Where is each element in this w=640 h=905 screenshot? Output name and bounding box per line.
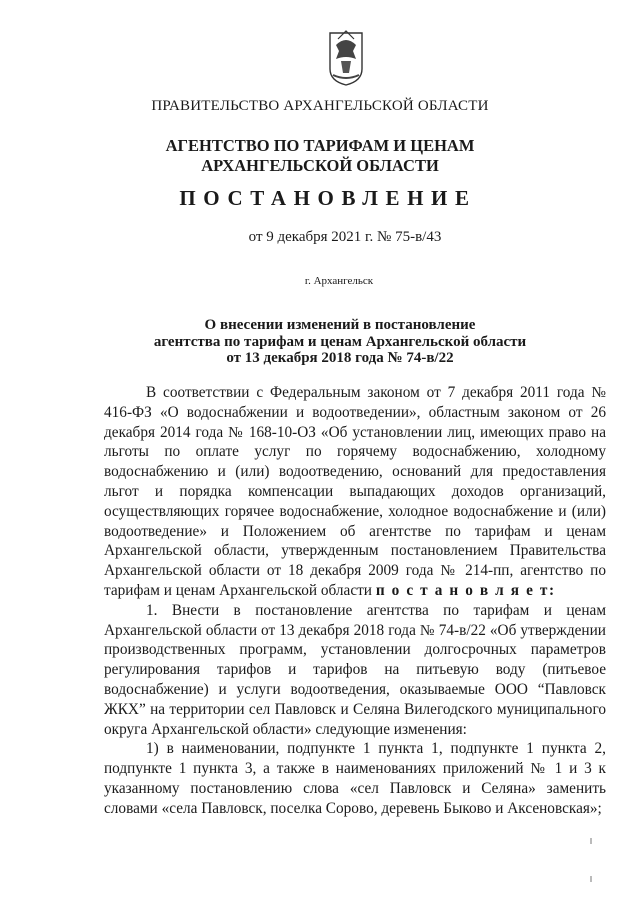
preamble-paragraph — [104, 383, 606, 601]
item-1-1-paragraph: 1) в наименовании, подпункте 1 пункта 1, подпункте 1 пункта 2, подпункте 1 пункта 3, а также в наименованиях приложений № 1 и 3 к указанному постановлению слова «сел Павловск и Селяна» заменить словами «села Павловск, поселка Сорово, деревень Быково и Аксеновская»; — [104, 740, 606, 817]
document-body — [104, 383, 606, 819]
agency-name-line1: АГЕНТСТВО ПО ТАРИФАМ И ЦЕНАМ — [165, 136, 475, 155]
decree-subject — [0, 317, 640, 367]
government-name: ПРАВИТЕЛЬСТВО АРХАНГЕЛЬСКОЙ ОБЛАСТИ — [151, 98, 489, 114]
agency-name — [0, 136, 640, 176]
subject-line3: от 13 декабря 2018 года № 74-в/22 — [226, 350, 454, 366]
preamble-text: В соответствии с Федеральным законом от 7 декабря 2011 года № 416-ФЗ «О водоснабжении и водоотведении», областным законом от 26 декабря 2014 года № 168-10-ОЗ «Об установлении лиц, имеющих право на льготы по оплате услуг по горячему водоснабжению, холодному водоснабжению и (или) водоотведению, оснований для предоставления льгот и порядка компенсации выпадающих доходов организаций, осуществляющих горячее водоснабжение, холодное водоснабжение и (или) водоотведение» и Положением об агентстве по тарифам и ценам Архангельской области, утвержденным постановлением Правительства Архангельской области от 18 декабря 2009 года № 214-пп, агентство по тарифам и ценам Архангельской области — [104, 384, 606, 599]
date-and-number: от 9 декабря 2021 г. № 75-в/43 — [248, 229, 442, 245]
coat-of-arms-emblem — [327, 29, 365, 87]
agency-name-line2: АРХАНГЕЛЬСКОЙ ОБЛАСТИ — [201, 156, 439, 175]
margin-mark — [590, 876, 592, 882]
decides-word: п о с т а н о в л я е т: — [375, 581, 556, 599]
subject-line2: агентства по тарифам и ценам Архангельской области — [153, 333, 527, 350]
margin-mark — [590, 838, 592, 844]
document-type-title: ПОСТАНОВЛЕНИЕ — [179, 186, 477, 210]
item-1-paragraph: 1. Внести в постановление агентства по тарифам и ценам Архангельской области от 13 декабря 2018 года № 74-в/22 «Об утверждении производственных программ, установлении долгосрочных параметров регулирования тарифов и тарифов на питьевую воду (питьевое водоснабжение) и услуги водоотведения, оказываемые ООО “Павловск ЖКХ” на территории сел Павловск и Селяна Вилегодского муниципального округа Архангельской области» следующие изменения: — [104, 601, 606, 738]
subject-line1: О внесении изменений в постановление — [204, 317, 476, 333]
city-name: г. Архангельск — [304, 275, 374, 287]
